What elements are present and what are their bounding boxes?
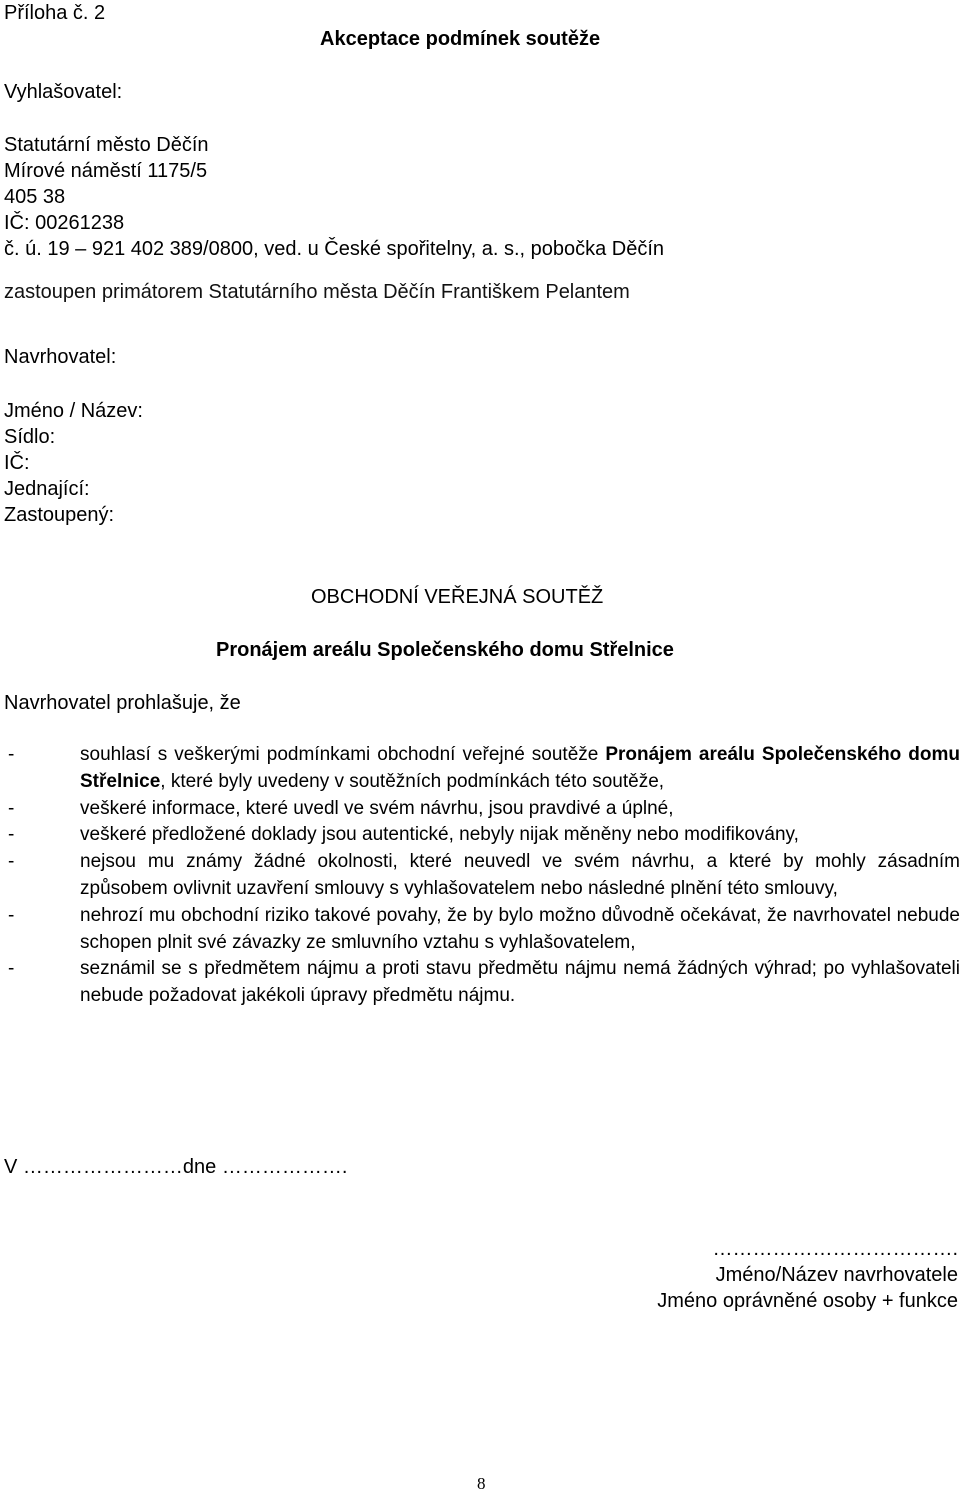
list-item [4,796,960,823]
signature-role: Jméno oprávněné osoby + funkce [657,1290,958,1312]
proposer-field-name: Jméno / Název: [4,400,143,422]
dash-marker: - [8,797,15,819]
announcer-represented: zastoupen primátorem Statutárního města Děčín Františkem Pelantem [4,281,630,303]
dash-marker: - [8,824,15,846]
competition-type: OBCHODNÍ VEŘEJNÁ SOUTĚŽ [311,586,604,608]
announcer-ic: IČ: 00261238 [4,212,125,234]
announcer-name: Statutární město Děčín [4,134,209,156]
item-bold-text: Pronájem areálu Společenského domu Střelnice [80,744,960,792]
announcer-zip: 405 38 [4,186,66,208]
signature-name: Jméno/Název navrhovatele [715,1264,958,1286]
dash-marker: - [8,744,15,765]
proposer-label: Navrhovatel: [4,346,117,368]
announcer-label: Vyhlašovatel: [4,81,123,103]
document-title: Akceptace podmínek soutěže [320,28,601,50]
item-text: nehrozí mu obchodní riziko takové povahy, že by bylo možno důvodně očekávat, že navrhovatel nebude schopen plnit své závazky ze smluvního vztahu s vyhlašovatelem, [80,904,960,953]
list-item [4,903,960,957]
item-text: seznámil se s předmětem nájmu a proti stavu předmětu nájmu nemá žádných výhrad; po vyhlašovateli nebude požadovat jakékoli úpravy předmětu nájmu. [80,958,960,1007]
dash-marker: - [8,958,15,980]
declaration-intro: Navrhovatel prohlašuje, že [4,692,241,714]
announcer-street: Mírové náměstí 1175/5 [4,160,208,182]
place-date-line: V ……………………dne ………………. [4,1156,348,1178]
page-number: 8 [477,1474,486,1493]
proposer-field-seat: Sídlo: [4,426,56,448]
declaration-list [4,742,960,1010]
item-text: veškeré informace, které uvedl ve svém návrhu, jsou pravdivé a úplné, [80,797,674,819]
list-item [4,849,960,903]
proposer-field-acting: Jednající: [4,478,90,500]
signature-dots: ………………………………. [712,1238,958,1260]
list-item [4,742,960,796]
item-text: nejsou mu známy žádné okolnosti, které neuvedl ve svém návrhu, a které by mohly zásadním způsobem ovlivnit uzavření smlouvy s vyhlašovatelem nebo následné plnění této smlouvy, [80,851,960,899]
announcer-bank: č. ú. 19 – 921 402 389/0800, ved. u České spořitelny, a. s., pobočka Děčín [4,238,665,260]
list-item [4,956,960,1010]
proposer-field-represented: Zastoupený: [4,504,115,526]
item-text: souhlasí s veškerými podmínkami obchodní veřejné soutěže [80,744,606,765]
item-text-end: , které byly uvedeny v soutěžních podmínkách této soutěže, [160,770,665,792]
dash-marker: - [8,904,15,926]
competition-subject: Pronájem areálu Společenského domu Střelnice [216,639,674,661]
attachment-label: Příloha č. 2 [4,2,106,24]
dash-marker: - [8,851,15,873]
proposer-field-ic: IČ: [4,452,30,474]
list-item [4,822,960,849]
item-text: veškeré předložené doklady jsou autentické, nebyly nijak měněny nebo modifikovány, [80,824,799,846]
